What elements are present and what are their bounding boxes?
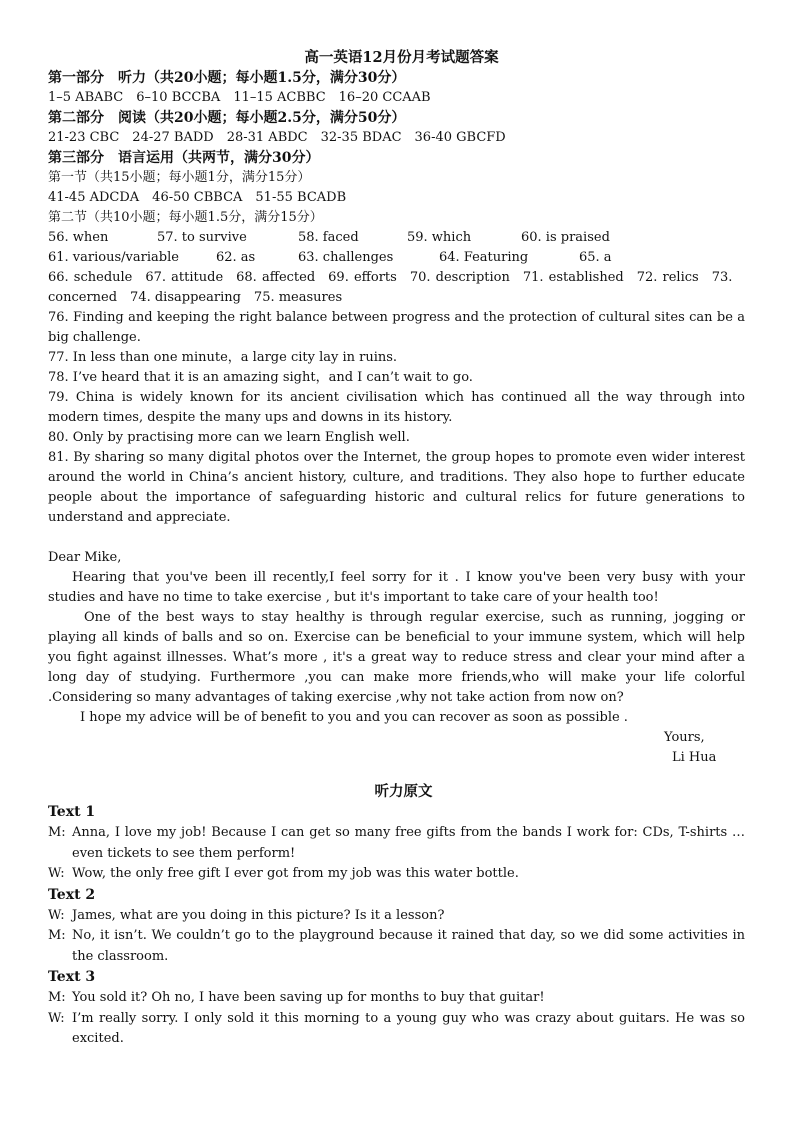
speaker: M: [48, 990, 66, 1005]
utterance: No, it isn’t. We couldn’t go to the playground because it rained that day, so we did some activities in the classroom. [72, 928, 745, 964]
sentence-76: 76. Finding and keeping the right balance between progress and the protection of cultural sites can be a big challenge. [48, 310, 745, 345]
utterance: Anna, I love my job! Because I can get so many free gifts from the bands I work for: CDs, T-shirts … even tickets to see them perform! [72, 825, 745, 861]
listening-text-3 [48, 967, 745, 1050]
part3-section1-heading: 第一节（共15小题；每小题1分，满分15分） [48, 170, 311, 185]
answer-cell: 57. to survive [157, 230, 247, 245]
text-label: Text 2 [48, 886, 96, 903]
answer-cell: 62. as [216, 250, 256, 265]
utterance: You sold it? Oh no, I have been saving up for months to buy that guitar! [72, 990, 545, 1005]
answer-row: concerned 74. disappearing 75. measures [48, 290, 343, 305]
answer-cell: 63. challenges [298, 250, 394, 265]
letter-paragraph: Hearing that you've been ill recently,I feel sorry for it . I know you've been very busy with your studies and have no time to take exercise , but it's important to take care of your health too! [48, 570, 745, 605]
letter-paragraph: I hope my advice will be of benefit to you and you can recover as soon as possible . [80, 710, 628, 725]
listening-title: 听力原文 [374, 783, 433, 800]
text-label: Text 3 [48, 969, 96, 985]
answer-cell: 56. when [48, 230, 109, 245]
answer-row [48, 248, 745, 268]
part1-answers: 1–5 ABABC 6–10 BCCBA 11–15 ACBBC 16–20 CCAAB [48, 90, 431, 105]
part3-section2-heading: 第二节（共10小题；每小题1.5分，满分15分） [48, 210, 323, 225]
letter-signature: Li Hua [672, 750, 717, 765]
answer-row: 66. schedule 67. attitude 68. affected 69. efforts 70. description 71. established 72. relics 73. [48, 270, 733, 285]
part2-answers: 21-23 CBC 24-27 BADD 28-31 ABDC 32-35 BDAC 36-40 GBCFD [48, 130, 506, 145]
sentence-78: 78. I’ve heard that it is an amazing sight，and I can’t wait to go. [48, 370, 473, 385]
utterance: James, what are you doing in this picture? Is it a lesson? [72, 907, 445, 923]
speaker: W: [48, 1010, 65, 1026]
letter-paragraph: One of the best ways to stay healthy is through regular exercise, such as running, jogging or playing all kinds of balls and so on. Exercise can be beneficial to your immune system, which will help you fight against illnesses. What’s more , it's a great way to reduce stress and clear your mind after a long day of studying. Furthermore ,you can make more friends,who will make your life colorful .Considering so many advantages of taking exercise ,why not take action from now on? [48, 610, 745, 705]
part3-heading: 第三部分 语言运用（共两节，满分30分） [48, 150, 320, 166]
answer-cell: 60. is praised [521, 230, 610, 245]
dialogue-line [48, 926, 745, 967]
speaker: M: [48, 928, 66, 943]
dialogue-line [48, 864, 745, 885]
answer-cell: 64. Featuring [439, 250, 529, 265]
dialogue-line [48, 906, 745, 927]
dialogue-line [48, 823, 745, 864]
page-title: 高一英语12月份月考试题答案 [304, 49, 499, 66]
letter-salutation: Dear Mike, [48, 550, 122, 565]
answer-cell: 61. various/variable [48, 250, 179, 265]
answer-cell: 58. faced [298, 230, 359, 245]
part3-section1-answers: 41-45 ADCDA 46-50 CBBCA 51-55 BCADB [48, 190, 347, 205]
dialogue-line [48, 988, 745, 1009]
answer-row [48, 228, 745, 248]
sentence-79: 79. China is widely known for its ancient civilisation which has continued all the way through into modern times, despite the many ups and downs in its history. [48, 390, 745, 425]
sentence-81: 81. By sharing so many digital photos over the Internet, the group hopes to promote even wider interest around the world in China’s ancient history, culture, and traditions. They also hope to further educate people about the importance of safeguarding historic and cultural relics for future generations to understand and appreciate. [48, 450, 745, 525]
answer-cell: 59. which [407, 230, 472, 245]
utterance: I’m really sorry. I only sold it this morning to a young guy who was crazy about guitars. He was so excited. [72, 1010, 745, 1046]
listening-text-2 [48, 885, 745, 968]
speaker: M: [48, 825, 66, 840]
text-label: Text 1 [48, 804, 96, 820]
speaker: W: [48, 866, 65, 881]
speaker: W: [48, 907, 65, 923]
part1-heading: 第一部分 听力（共20小题；每小题1.5分，满分30分） [48, 70, 406, 86]
answer-cell: 65. a [579, 250, 612, 265]
listening-text-1 [48, 802, 745, 885]
dialogue-line [48, 1009, 745, 1050]
model-letter [48, 548, 745, 768]
answer-sheet [48, 48, 745, 1050]
part2-heading: 第二部分 阅读（共20小题；每小题2.5分，满分50分） [48, 110, 406, 126]
utterance: Wow, the only free gift I ever got from my job was this water bottle. [72, 866, 519, 881]
letter-closing: Yours, [664, 730, 705, 745]
sentence-77: 77. In less than one minute，a large city lay in ruins. [48, 350, 398, 365]
sentence-80: 80. Only by practising more can we learn English well. [48, 430, 410, 445]
